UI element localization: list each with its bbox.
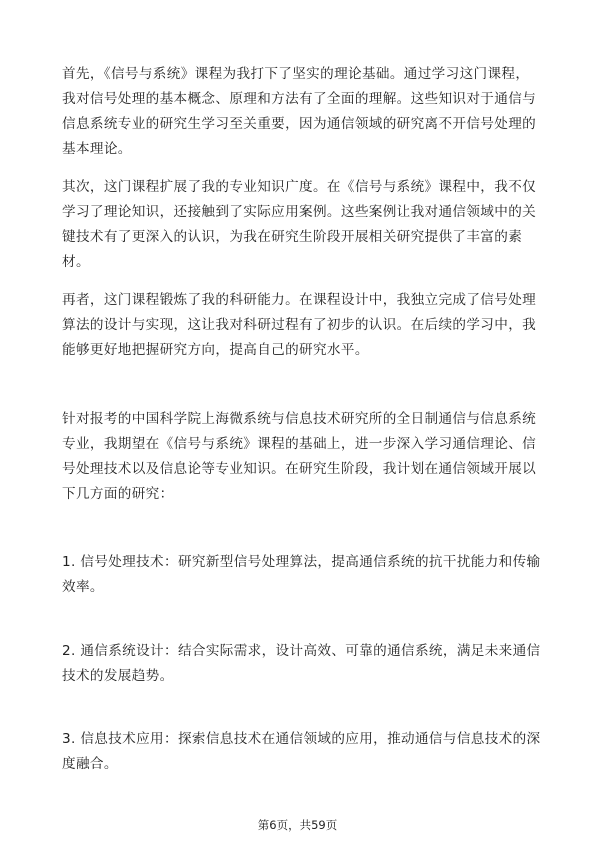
paragraph-3: 再者，这门课程锻炼了我的科研能力。在课程设计中，我独立完成了信号处理算法的设计与实现，这让我对科研过程有了初步的认识。在后续的学习中，我能够更好地把握研究方向，提高自己的研究水平。 (62, 292, 537, 358)
paragraph-4: 针对报考的中国科学院上海微系统与信息技术研究所的全日制通信与信息系统专业，我期望在《信号与系统》课程的基础上，进一步深入学习通信理论、信号处理技术以及信息论等专业知识。在研究生阶段，我计划在通信领域开展以下几方面的研究： (62, 411, 537, 502)
list-item-2: 2. 通信系统设计：结合实际需求，设计高效、可靠的通信系统，满足未来通信技术的发展趋势。 (62, 643, 541, 684)
paragraph-2: 其次，这门课程扩展了我的专业知识广度。在《信号与系统》课程中，我不仅学习了理论知识，还接触到了实际应用案例。这些案例让我对通信领域中的关键技术有了更深入的认识，为我在研究生阶段开展相关研究提供了丰富的素材。 (62, 179, 537, 270)
paragraph-1: 首先，《信号与系统》课程为我打下了坚实的理论基础。通过学习这门课程，我对信号处理的基本概念、原理和方法有了全面的理解。这些知识对于通信与信息系统专业的研究生学习至关重要，因为通信领域的研究离不开信号处理的基本理论。 (62, 66, 537, 157)
list-item-1: 1. 信号处理技术：研究新型信号处理算法，提高通信系统的抗干扰能力和传输效率。 (62, 554, 541, 595)
page-number-footer: 第6页，共59页 (257, 818, 338, 832)
list-item-3: 3. 信息技术应用：探索信息技术在通信领域的应用，推动通信与信息技术的深度融合。 (62, 731, 541, 772)
